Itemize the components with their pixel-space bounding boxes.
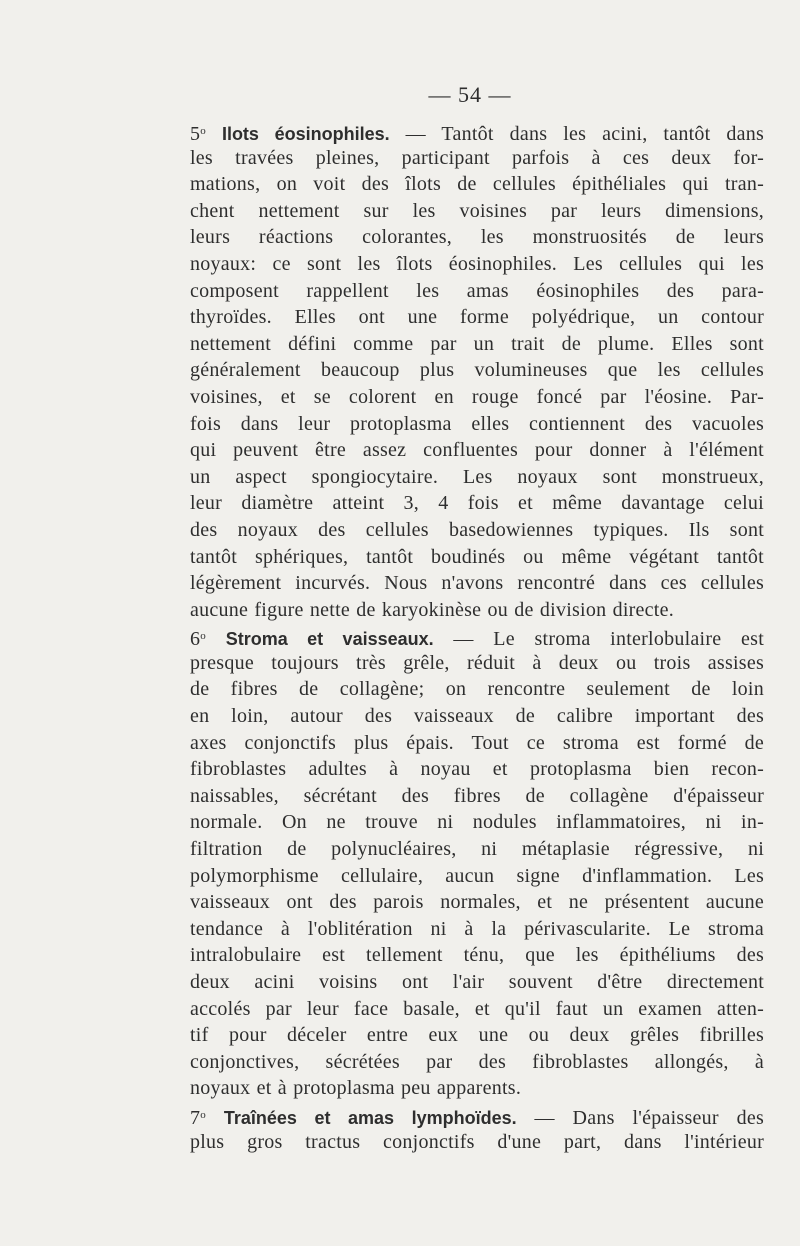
text-line: filtration de polynucléaires, ni métaplasie régressive, ni	[190, 838, 764, 861]
text-line: mations, on voit des îlots de cellules épithéliales qui tran-	[190, 173, 764, 196]
text-line: conjonctives, sécrétées par des fibroblastes allongés, à	[190, 1050, 764, 1073]
text-line: composent rappellent les amas éosinophiles des para-	[190, 279, 764, 302]
text-line: normale. On ne trouve ni nodules inflammatoires, ni in-	[190, 811, 764, 834]
text-line: tif pour déceler entre eux une ou deux grêles fibrilles	[190, 1024, 764, 1047]
section-number: 5$^o$	[190, 123, 206, 145]
text-line: fois dans leur protoplasma elles contiennent des vacuoles	[190, 412, 764, 435]
text-line: qui peuvent être assez confluentes pour donner à l'élément	[190, 439, 764, 462]
text-line: tendance à l'oblitération ni à la périvascularite. Le stroma	[190, 917, 764, 940]
text-line: de fibres de collagène; on rencontre seulement de loin	[190, 678, 764, 701]
text-line: un aspect spongiocytaire. Les noyaux sont monstrueux,	[190, 465, 764, 488]
section-heading-line	[190, 118, 764, 145]
text-line: leur diamètre atteint 3, 4 fois et même davantage celui	[190, 492, 764, 515]
text-line: chent nettement sur les voisines par leurs dimensions,	[190, 199, 764, 222]
text-line: presque toujours très grêle, réduit à deux ou trois assises	[190, 651, 764, 674]
degree-mark: o	[200, 630, 206, 643]
text-line: noyaux et à protoplasma peu apparents.	[190, 1077, 522, 1100]
text-line: nettement défini comme par un trait de plume. Elles sont	[190, 332, 764, 355]
text-line: tantôt sphériques, tantôt boudinés ou même végétant tantôt	[190, 545, 764, 568]
section-intro-text: — Le stroma interlobulaire est	[453, 628, 765, 651]
section-number: 6$^o$	[190, 628, 206, 651]
text-line: leurs réactions colorantes, les monstruosités de leurs	[190, 226, 764, 249]
text-line: voisines, et se colorent en rouge foncé par l'éosine. Par-	[190, 385, 764, 408]
text-line: les travées pleines, participant parfois à ces deux for-	[190, 146, 764, 169]
text-line: accolés par leur face basale, et qu'il faut un examen atten-	[190, 997, 764, 1020]
text-line: aucune figure nette de karyokinèse ou de division directe.	[190, 598, 674, 621]
text-line: axes conjonctifs plus épais. Tout ce stroma est formé de	[190, 731, 764, 754]
degree-mark: o	[200, 1108, 206, 1121]
section-title: Stroma et vaisseaux.	[225, 629, 434, 650]
text-line: généralement beaucoup plus volumineuses que les cellules	[190, 359, 764, 382]
degree-mark: o	[200, 125, 206, 137]
text-line: polymorphisme cellulaire, aucun signe d'inflammation. Les	[190, 864, 764, 887]
text-line: thyroïdes. Elles ont une forme polyédrique, un contour	[190, 306, 764, 329]
section-heading-line	[190, 1102, 764, 1129]
section-title: Traînées et amas lymphoïdes.	[223, 1107, 517, 1128]
text-line: des noyaux des cellules basedowiennes typiques. Ils sont	[190, 518, 764, 541]
text-line: vaisseaux ont des parois normales, et ne présentent aucune	[190, 891, 764, 914]
text-line: naissables, sécrétant des fibres de collagène d'épaisseur	[190, 784, 764, 807]
section-intro-text: — Dans l'épaisseur des	[534, 1106, 765, 1129]
text-line: plus gros tractus conjonctifs d'une part, dans l'intérieur	[190, 1130, 764, 1153]
body-text	[190, 118, 764, 1155]
section-heading-line	[190, 623, 764, 650]
text-line: noyaux: ce sont les îlots éosinophiles. Les cellules qui les	[190, 252, 764, 275]
section-intro-text: — Tantôt dans les acini, tantôt dans	[405, 123, 765, 145]
text-line: fibroblastes adultes à noyau et protoplasma bien recon-	[190, 758, 764, 781]
section-title: Ilots éosinophiles.	[221, 124, 390, 144]
page-number: — 54 —	[428, 82, 512, 107]
section-number: 7$^o$	[190, 1106, 206, 1129]
text-line: deux acini voisins ont l'air souvent d'être directement	[190, 971, 764, 993]
text-line: en loin, autour des vaisseaux de calibre important des	[190, 705, 764, 728]
text-line: intralobulaire est tellement ténu, que les épithéliums des	[190, 944, 764, 967]
text-line: légèrement incurvés. Nous n'avons rencontré dans ces cellules	[190, 572, 764, 595]
